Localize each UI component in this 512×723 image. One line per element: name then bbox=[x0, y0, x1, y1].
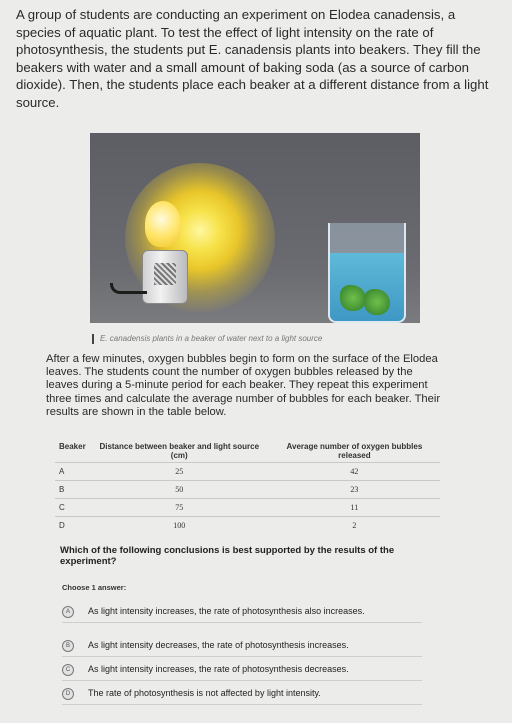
header-bubbles: Average number of oxygen bubbles released bbox=[286, 442, 423, 460]
bubbles-cell: 2 bbox=[269, 517, 440, 535]
beaker-cell: B bbox=[55, 481, 90, 499]
choose-label: Choose 1 answer: bbox=[62, 583, 127, 592]
table-row bbox=[55, 463, 440, 481]
procedure-text: After a few minutes, oxygen bubbles begin to form on the surface of the Elodea leaves. The students count the number of oxygen bubbles released by the leaves during a 5-minute period for each beaker. They repeat this experiment three times and calculate the average number of bubbles for each beaker. Their results are shown in the table below. bbox=[46, 353, 441, 418]
choice-letter: A bbox=[62, 606, 74, 618]
answer-choice-c[interactable] bbox=[62, 664, 422, 681]
elodea-plant bbox=[340, 285, 366, 311]
photo-caption: E. canadensis plants in a beaker of water next to a light source bbox=[92, 334, 322, 344]
lamp-grill bbox=[154, 263, 176, 285]
answer-choice-a[interactable] bbox=[62, 606, 422, 623]
choice-letter: B bbox=[62, 640, 74, 652]
lamp-base bbox=[142, 250, 188, 304]
table-row bbox=[55, 499, 440, 517]
distance-cell: 50 bbox=[90, 481, 269, 499]
header-beaker: Beaker bbox=[59, 442, 86, 451]
distance-cell: 75 bbox=[90, 499, 269, 517]
distance-cell: 25 bbox=[90, 463, 269, 481]
results-table bbox=[55, 440, 440, 534]
bubbles-cell: 42 bbox=[269, 463, 440, 481]
distance-cell: 100 bbox=[90, 517, 269, 535]
choice-text: The rate of photosynthesis is not affected by light intensity. bbox=[88, 688, 321, 698]
header-distance: Distance between beaker and light source (cm) bbox=[99, 442, 260, 460]
table-row bbox=[55, 517, 440, 535]
choice-letter: C bbox=[62, 664, 74, 676]
beaker-cell: C bbox=[55, 499, 90, 517]
choice-text: As light intensity increases, the rate of photosynthesis decreases. bbox=[88, 664, 349, 674]
bubbles-cell: 23 bbox=[269, 481, 440, 499]
elodea-plant bbox=[364, 289, 390, 315]
choice-letter: D bbox=[62, 688, 74, 700]
answer-choice-b[interactable] bbox=[62, 640, 422, 657]
answer-choice-d[interactable] bbox=[62, 688, 422, 705]
choice-text: As light intensity increases, the rate of photosynthesis also increases. bbox=[88, 606, 365, 616]
beaker-cell: D bbox=[55, 517, 90, 535]
experiment-photo bbox=[90, 133, 420, 323]
choice-text: As light intensity decreases, the rate of photosynthesis increases. bbox=[88, 640, 349, 650]
table-row bbox=[55, 481, 440, 499]
power-cord bbox=[110, 283, 147, 294]
question-text: Which of the following conclusions is best supported by the results of the experiment? bbox=[60, 545, 395, 567]
beaker-cell: A bbox=[55, 463, 90, 481]
intro-text: A group of students are conducting an experiment on Elodea canadensis, a species of aquatic plant. To test the effect of light intensity on the rate of photosynthesis, the students put E. canadensis plants into beakers. They fill the beakers with water and a small amount of baking soda (as a source of carbon dioxide). Then, the students place each beaker at a different distance from a light source. bbox=[16, 7, 489, 110]
light-bulb-icon bbox=[145, 201, 181, 247]
bubbles-cell: 11 bbox=[269, 499, 440, 517]
beaker-water bbox=[330, 253, 404, 321]
beaker bbox=[328, 223, 406, 323]
